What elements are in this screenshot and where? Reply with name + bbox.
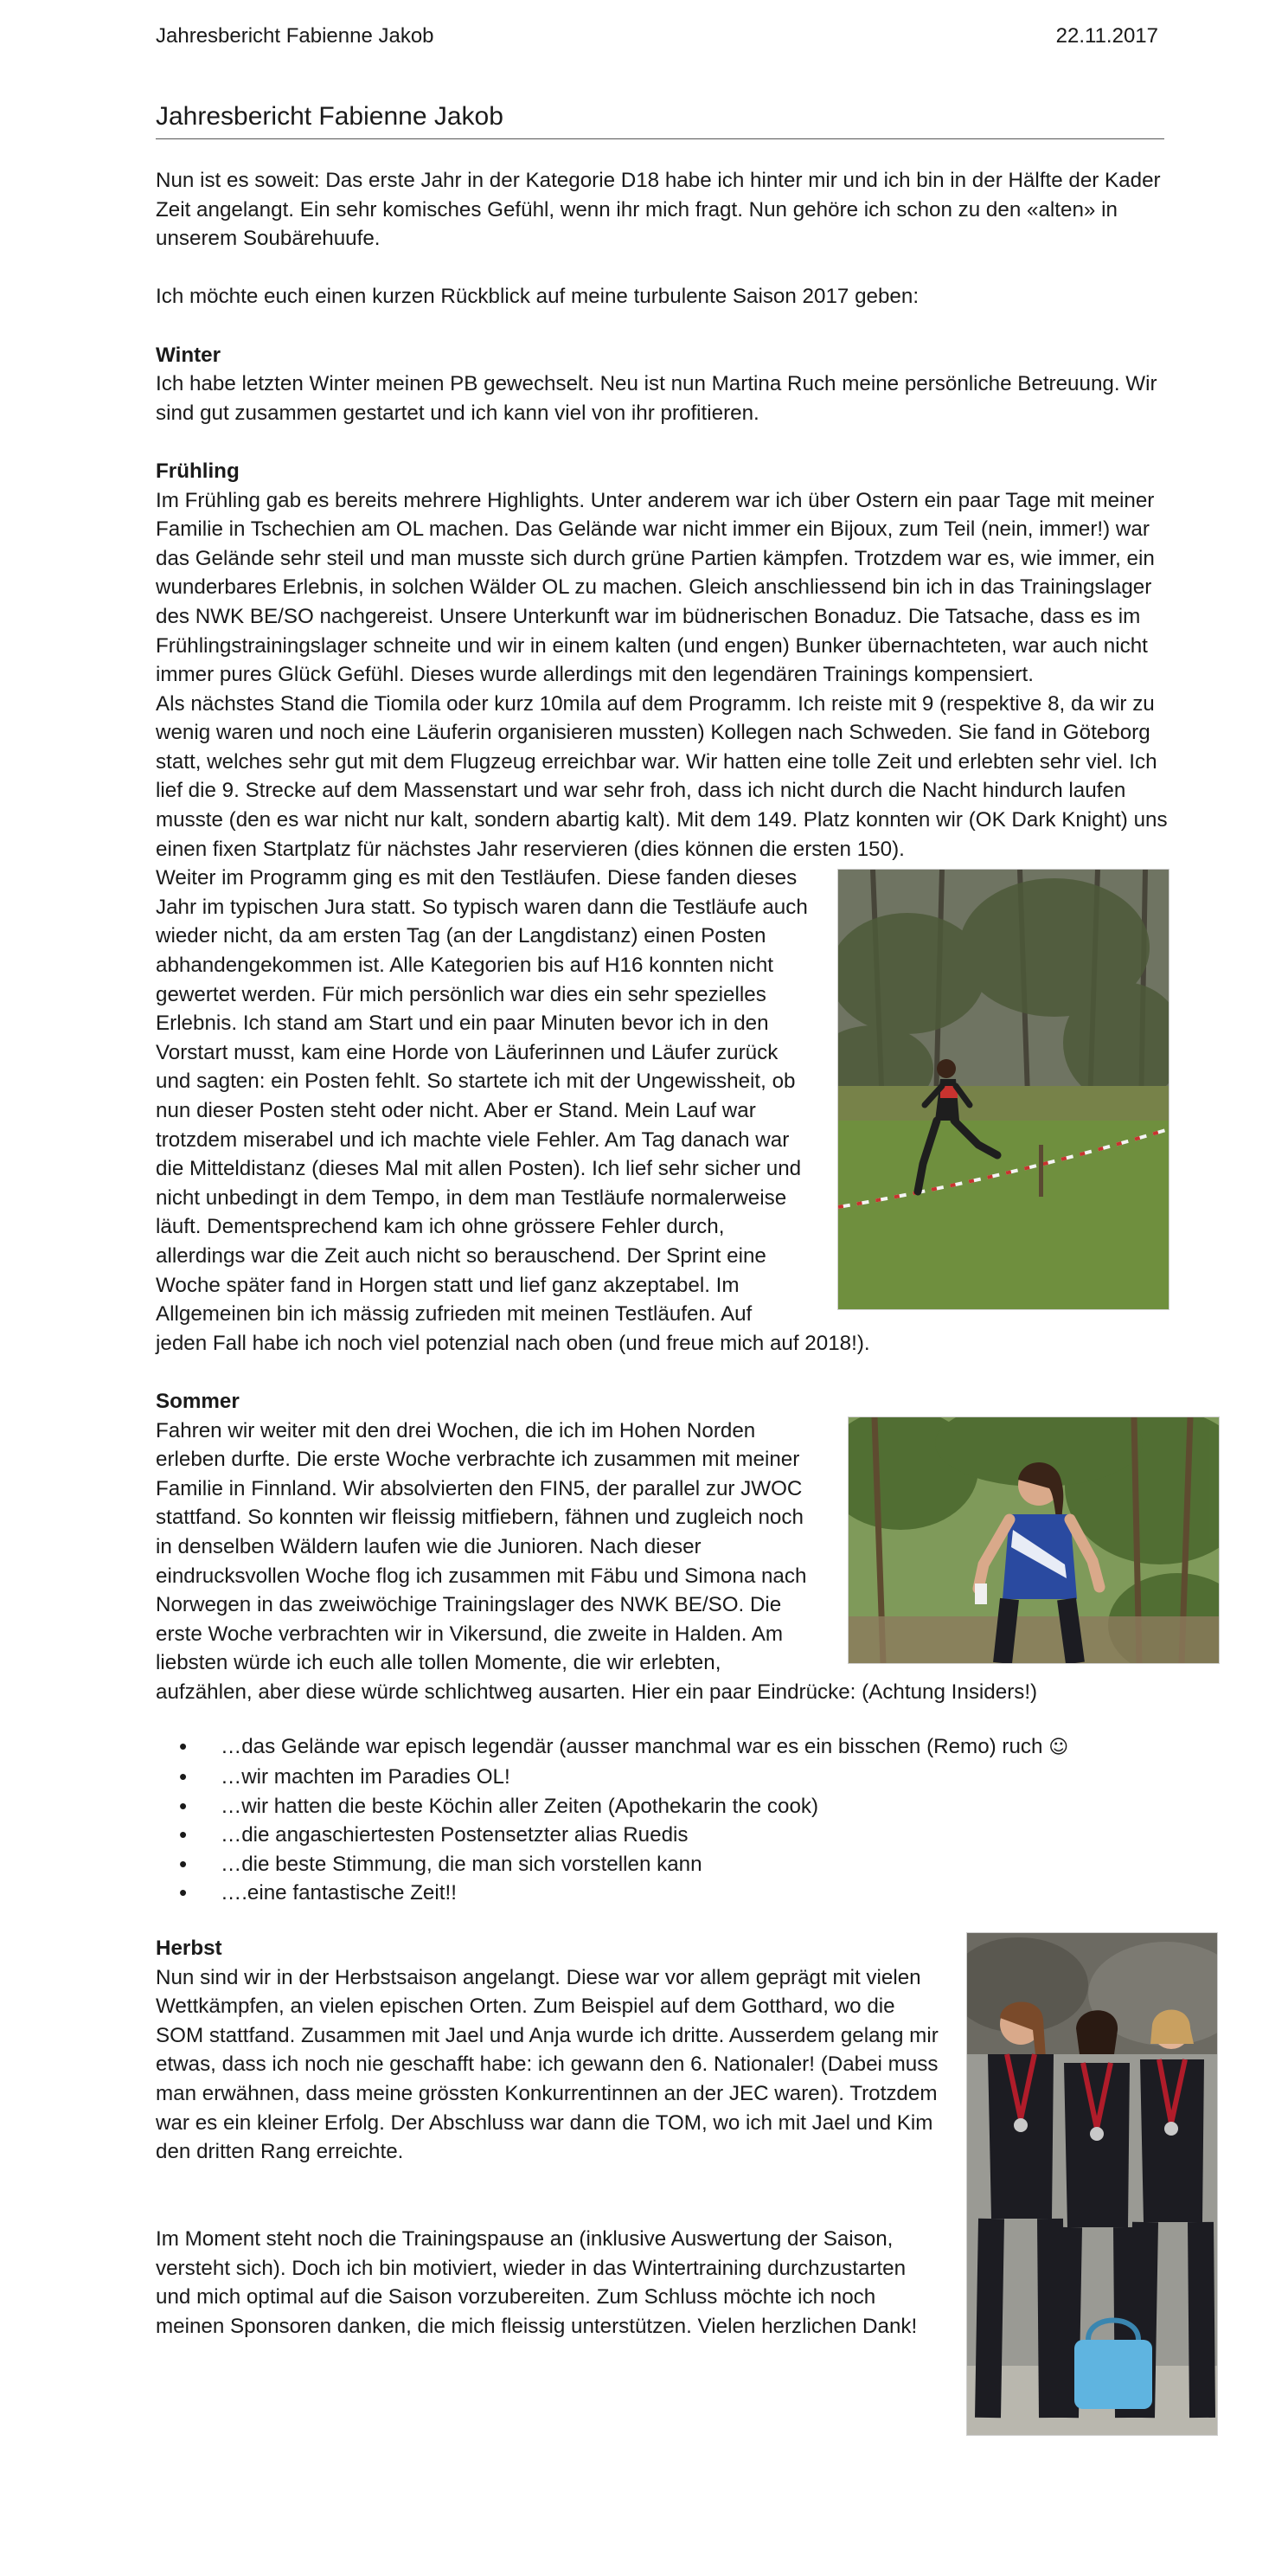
- list-item: • …die beste Stimmung, die man sich vorstellen kann: [221, 1850, 1169, 1879]
- spring-paragraph-2: Als nächstes Stand die Tiomila oder kurz 10mila auf dem Programm. Ich reiste mit 9 (respektive 8, da wir zu wenig waren und noch eine Läuferin organisieren mussten) Kollegen nach Schweden. Sie fand in Göteborg statt, welches sehr gut mit dem Flugzeug erreichbar war. Wir hatten eine tolle Zeit und erlebten sehr viel. Ich lief die 9. Strecke auf dem Massenstart und war sehr froh, dass ich nicht durch die Nacht hindurch laufen musste (den es war nicht nur kalt, sondern abartig kalt). Mit dem 149. Platz konnten wir (OK Dark Knight) uns einen fixen Startplatz für nächstes Jahr reservieren (dies können die ersten 150).: [156, 691, 1168, 861]
- list-item: • …die angaschiertesten Postensetzter alias Ruedis: [221, 1821, 1169, 1850]
- header-title: Jahresbericht Fabienne Jakob: [156, 24, 434, 48]
- closing-paragraph: Im Moment steht noch die Trainingspause an (inklusive Auswertung der Saison, versteht sich). Doch ich bin motiviert, wieder in das Wintertraining durchzustarten und mich optimal auf die Saison vorzubereiten. Zum Schluss möchte ich noch meinen Sponsoren danken, die mich fleissig unterstützen. Vielen herzlichen Dank!: [156, 2226, 918, 2338]
- section-heading-spring: Frühling: [156, 459, 240, 483]
- list-item: • ….eine fantastische Zeit!!: [221, 1879, 1169, 1908]
- header-date: 22.11.2017: [1055, 24, 1158, 48]
- summer-runner-illustration: [849, 1417, 1219, 1663]
- podium-team-illustration: [967, 1933, 1217, 2435]
- spring-paragraph-3: Weiter im Programm ging es mit den Testläufen. Diese fanden dieses Jahr im typischen Jura statt. So typisch waren dann die Testläufe auch wieder nicht, da am ersten Tag (an der Langdistanz) einen Posten abhandengekommen ist. Alle Kategorien bis auf H16 konnten nicht gewertet werden. Für mich persönlich war dies ein sehr spezielles Erlebnis. Ich stand am Start und ein paar Minuten bevor ich in den Vorstart musst, kam eine Horde von Läuferinnen und Läufer zurück und sagten: ein Posten fehlt. So startete ich mit der Ungewissheit, ob nun dieser Posten steht oder nicht. Aber er Stand. Mein Lauf war trotzdem miserabel und ich machte viele Fehler. Am Tag danach war die Mitteldistanz (dieses Mal mit allen Posten). Ich lief sehr sicher und nicht unbedingt in dem Tempo, in dem man Testläufe normalerweise läuft. Dementsprechend kam ich ohne grössere Fehler durch, allerdings war die Zeit auch nicht so berauschend. Der Sprint eine Woche später fand in Horgen statt und lief ganz akzeptabel. Im Allgemeinen bin ich mässig zufrieden mit meinen Testläufen. Auf jeden Fall habe ich noch viel potenzial nach oben (und freue mich auf 2018!).: [156, 866, 870, 1355]
- list-item: • …das Gelände war episch legendär (ausser manchmal war es ein bisschen (Remo) ruch ☺: [221, 1732, 1169, 1763]
- photo-forest-run: [837, 869, 1169, 1310]
- winter-paragraph: Ich habe letzten Winter meinen PB gewechselt. Neu ist nun Martina Ruch meine persönliche Betreuung. Wir sind gut zusammen gestartet und ich kann viel von ihr profitieren.: [156, 372, 1157, 425]
- forest-run-illustration: [838, 870, 1169, 1309]
- intro-paragraph: Nun ist es soweit: Das erste Jahr in der Kategorie D18 habe ich hinter mir und ich bin in der Hälfte der Kader Zeit angelangt. Ein sehr komisches Gefühl, wenn ihr mich fragt. Nun gehöre ich schon zu den «alten» in unserem Soubärehuufe.: [156, 169, 1161, 251]
- summer-paragraph: Fahren wir weiter mit den drei Wochen, die ich im Hohen Norden erleben durfte. Die erste Woche verbrachte ich zusammen mit meiner Familie in Finnland. Wir absolvierten den FIN5, der parallel zur JWOC stattfand. So konnten wir fleissig mitfiebern, fähnen und zugleich noch in denselben Wäldern laufen wie die Junioren. Nach dieser eindrucksvollen Woche flog ich zusammen mit Fäbu und Simona nach Norwegen in das zweiwöchige Trainingslager des NWK BE/SO. Die erste Woche verbrachten wir in Vikersund, die zweite in Halden. Am liebsten würde ich euch alle tollen Momente, die wir erlebten, aufzählen, aber diese würde schlichtweg ausarten. Hier ein paar Eindrücke: (Achtung Insiders!): [156, 1418, 1038, 1704]
- document-title: Jahresbericht Fabienne Jakob: [156, 102, 1164, 139]
- section-heading-winter: Winter: [156, 343, 221, 367]
- report-body: [156, 166, 1169, 2436]
- photo-podium-team: [966, 1932, 1218, 2436]
- section-heading-summer: Sommer: [156, 1389, 240, 1413]
- list-item: • …wir hatten die beste Köchin aller Zeiten (Apothekarin the cook): [221, 1792, 1169, 1821]
- page-header: [156, 19, 1158, 54]
- list-item: • …wir machten im Paradies OL!: [221, 1763, 1169, 1792]
- photo-summer-runner: [848, 1416, 1220, 1664]
- section-heading-autumn: Herbst: [156, 1937, 222, 1961]
- autumn-paragraph: Nun sind wir in der Herbstsaison angelangt. Diese war vor allem geprägt mit vielen Wettkämpfen, an vielen epischen Orten. Zum Beispiel auf dem Gotthard, wo die SOM stattfand. Zusammen mit Jael und Anja wurde ich dritte. Ausserdem gelang mir etwas, dass ich noch nie geschafft habe: ich gewann den 6. Nationaler! (Dabei muss man erwähnen, dass meine grössten Konkurrentinnen an der JEC waren). Trotzdem war es ein kleiner Erfolg. Der Abschluss war dann die TOM, wo ich mit Jael und Kim den dritten Rang erreichte.: [156, 1965, 939, 2164]
- spring-paragraph-1: Im Frühling gab es bereits mehrere Highlights. Unter anderem war ich über Ostern ein paar Tage mit meiner Familie in Tschechien am OL machen. Das Gelände war nicht immer ein Bijoux, zum Teil (nein, immer!) war das Gelände sehr steil und man musste sich durch grüne Partien kämpfen. Trotzdem war es, wie immer, ein wunderbares Erlebnis, in solchen Wälder OL zu machen. Gleich anschliessend bin ich in das Trainingslager des NWK BE/SO nachgereist. Unsere Unterkunft war im büdnerischen Bonaduz. Die Tatsache, dass es im Frühlingstrainingslager schneite und wir in einem kalten (und engen) Bunker übernachteten, war auch nicht immer pures Glück Gefühl. Dieses wurde allerdings mit den legendären Trainings kompensiert.: [156, 488, 1155, 687]
- summer-impressions-list: [156, 1732, 1169, 1908]
- smiley-icon: ☺: [1048, 1737, 1069, 1759]
- intro-lead: Ich möchte euch einen kurzen Rückblick auf meine turbulente Saison 2017 geben:: [156, 285, 920, 309]
